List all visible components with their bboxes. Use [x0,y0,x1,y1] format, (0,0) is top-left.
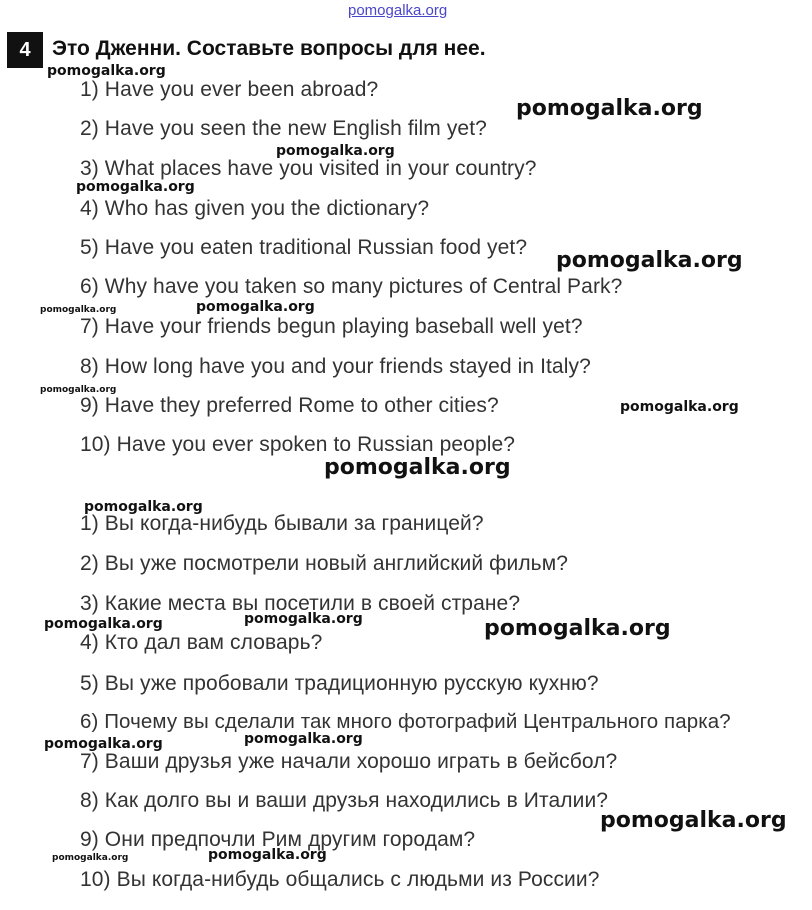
watermark: pomogalka.org [556,248,743,273]
russian-question-10: 10) Вы когда-нибудь общались с людьми из России? [80,868,600,891]
task-title: Это Дженни. Составьте вопросы для нее. [52,37,486,60]
watermark: pomogalka.org [196,299,315,315]
russian-question-1: 1) Вы когда-нибудь бывали за границей? [80,512,484,535]
english-question-5: 5) Have you eaten traditional Russian food yet? [80,236,528,259]
watermark: pomogalka.org [484,616,671,641]
watermark: pomogalka.org [516,96,703,121]
watermark: pomogalka.org [40,385,117,395]
task-number-badge: 4 [7,32,43,68]
watermark: pomogalka.org [244,611,363,627]
watermark: pomogalka.org [47,63,166,79]
english-question-1: 1) Have you ever been abroad? [80,78,379,101]
watermark: pomogalka.org [620,399,739,415]
watermark: pomogalka.org [84,499,203,515]
russian-question-7: 7) Ваши друзья уже начали хорошо играть в бейсбол? [80,750,618,773]
watermark: pomogalka.org [40,305,117,315]
english-question-6: 6) Why have you taken so many pictures of Central Park? [80,275,623,298]
russian-question-8: 8) Как долго вы и ваши друзья находились в Италии? [80,789,609,812]
watermark: pomogalka.org [52,853,129,863]
english-question-8: 8) How long have you and your friends stayed in Italy? [80,355,591,378]
english-question-2: 2) Have you seen the new English film yet? [80,117,487,140]
watermark: pomogalka.org [44,616,163,632]
russian-question-6: 6) Почему вы сделали так много фотографий Центрального парка? [80,710,731,733]
russian-question-5: 5) Вы уже пробовали традиционную русскую кухню? [80,672,599,695]
russian-question-2: 2) Вы уже посмотрели новый английский фильм? [80,552,569,575]
english-question-10: 10) Have you ever spoken to Russian people? [80,433,516,456]
english-question-4: 4) Who has given you the dictionary? [80,197,430,220]
english-question-7: 7) Have your friends begun playing baseball well yet? [80,315,583,338]
russian-question-3: 3) Какие места вы посетили в своей стране? [80,592,521,615]
russian-question-4: 4) Кто дал вам словарь? [80,631,323,654]
watermark: pomogalka.org [324,455,511,480]
watermark: pomogalka.org [244,731,363,747]
english-question-3: 3) What places have you visited in your country? [80,157,537,180]
site-link[interactable]: pomogalka.org [348,2,448,19]
watermark: pomogalka.org [276,143,395,159]
watermark: pomogalka.org [208,847,327,863]
watermark: pomogalka.org [600,808,787,833]
russian-question-9: 9) Они предпочли Рим другим городам? [80,828,476,851]
english-question-9: 9) Have they preferred Rome to other cities? [80,394,499,417]
watermark: pomogalka.org [44,736,163,752]
watermark: pomogalka.org [76,179,195,195]
